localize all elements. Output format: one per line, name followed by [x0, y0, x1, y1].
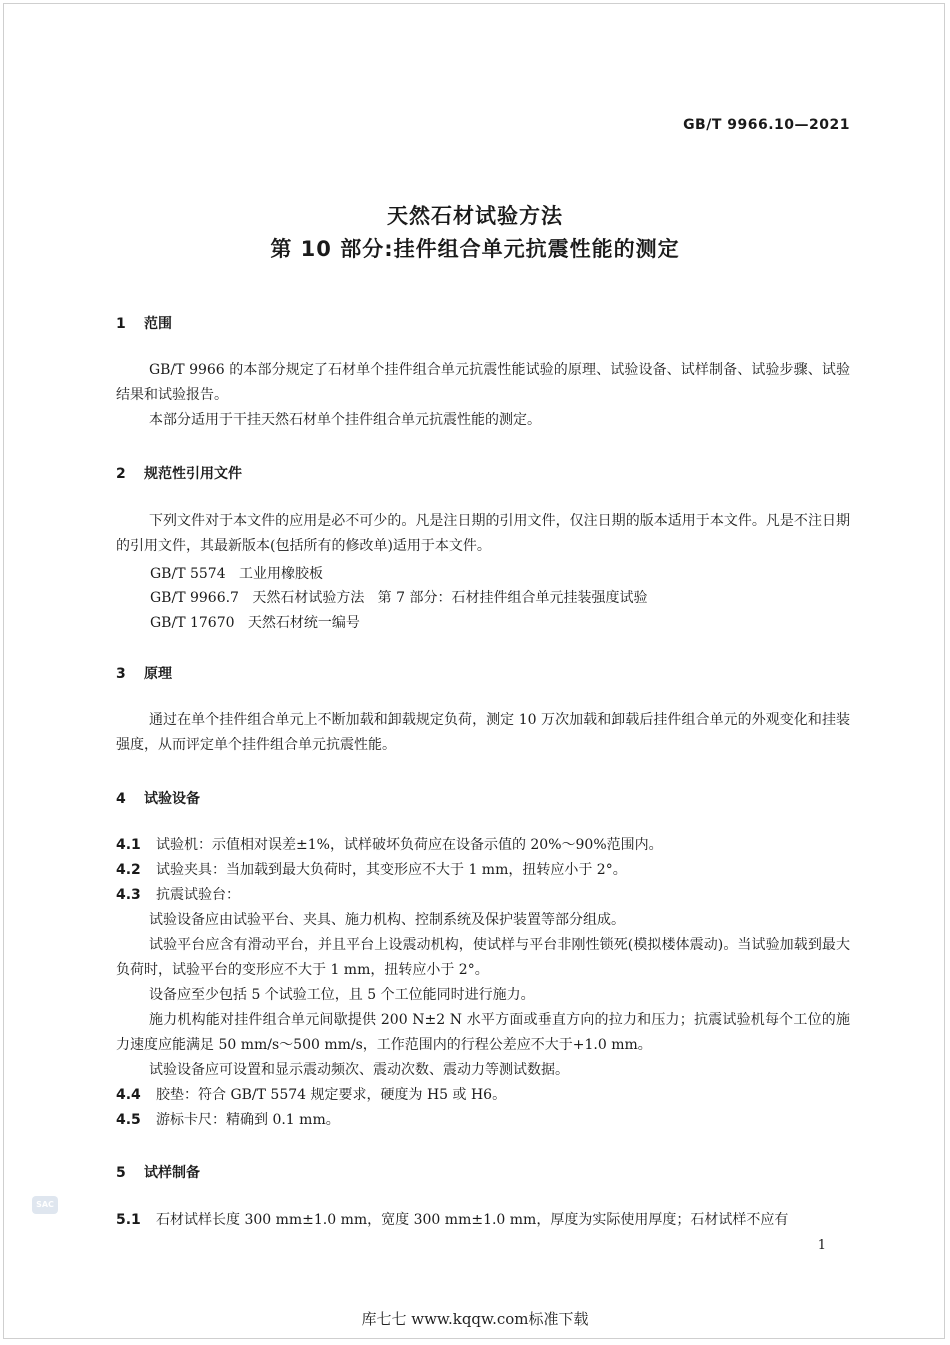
clause-4-3-paragraph-1: 试验设备应由试验平台、夹具、施力机构、控制系统及保护装置等部分组成。	[149, 912, 625, 928]
section-5-heading	[116, 1162, 200, 1182]
section-title: 原理	[144, 666, 172, 682]
clause-text: 试验机：示值相对误差±1%，试样破坏负荷应在设备示值的 20%～90%范围内。	[156, 837, 663, 853]
section-3-heading	[116, 663, 172, 683]
reference-item: GB/T 9966.7 天然石材试验方法 第 7 部分：石材挂件组合单元挂装强度试验	[150, 590, 648, 606]
section-1-paragraph-1: GB/T 9966 的本部分规定了石材单个挂件组合单元抗震性能试验的原理、试验设备、试样制备、试验步骤、试验结果和试验报告。	[116, 362, 850, 403]
section-title: 试验设备	[144, 791, 200, 807]
section-number: 2	[116, 466, 126, 482]
clause-4-3-paragraph-3: 设备应至少包括 5 个试验工位，且 5 个工位能同时进行施力。	[149, 987, 535, 1003]
clause-text: 游标卡尺：精确到 0.1 mm。	[156, 1112, 340, 1128]
clause-4-3-paragraph-5: 试验设备应可设置和显示震动频次、震动次数、震动力等测试数据。	[149, 1062, 569, 1078]
section-1-heading	[116, 313, 172, 333]
section-title: 范围	[144, 316, 172, 332]
section-number: 5	[116, 1165, 126, 1181]
clause-4-2	[116, 858, 850, 883]
clause-text: 抗震试验台：	[156, 887, 240, 903]
clause-4-3-paragraph-2: 试验平台应含有滑动平台，并且平台上设震动机构，使试样与平台非刚性锁死(模拟楼体震动)。当试验加载到最大负荷时，试验平台的变形应不大于 1 mm，扭转应小于 2°。	[116, 937, 850, 978]
section-1-paragraph-2: 本部分适用于干挂天然石材单个挂件组合单元抗震性能的测定。	[149, 412, 541, 428]
footer-link[interactable]: 库七七 www.kqqw.com标准下载	[361, 1310, 589, 1328]
clause-number: 5.1	[116, 1212, 141, 1228]
clause-5-1	[116, 1208, 850, 1233]
clause-4-5	[116, 1108, 850, 1133]
clause-4-3-paragraph-4: 施力机构能对挂件组合单元间歇提供 200 N±2 N 水平方面或垂直方向的拉力和压力；抗震试验机每个工位的施力速度应能满足 50 mm/s～500 mm/s，工作范围内的行程公差应不大于+1.0 mm。	[116, 1012, 850, 1053]
section-2-heading	[116, 463, 242, 483]
section-number: 4	[116, 791, 126, 807]
clause-text: 试验夹具：当加载到最大负荷时，其变形应不大于 1 mm，扭转应小于 2°。	[156, 862, 627, 878]
section-2-paragraph-1: 下列文件对于本文件的应用是必不可少的。凡是注日期的引用文件，仅注日期的版本适用于本文件。凡是不注日期的引用文件，其最新版本(包括所有的修改单)适用于本文件。	[116, 513, 850, 554]
section-title: 规范性引用文件	[144, 466, 242, 482]
clause-number: 4.5	[116, 1112, 141, 1128]
clause-4-3	[116, 883, 850, 908]
standard-code: GB/T 9966.10—2021	[683, 117, 850, 133]
doc-title-line2: 第 10 部分:挂件组合单元抗震性能的测定	[270, 237, 680, 261]
clause-4-1	[116, 833, 850, 858]
page-number: 1	[817, 1238, 826, 1253]
section-number: 1	[116, 316, 126, 332]
reference-item: GB/T 5574 工业用橡胶板	[150, 566, 323, 582]
clause-text: 石材试样长度 300 mm±1.0 mm，宽度 300 mm±1.0 mm，厚度为实际使用厚度；石材试样不应有	[156, 1212, 789, 1228]
doc-title-line1: 天然石材试验方法	[387, 204, 563, 228]
section-number: 3	[116, 666, 126, 682]
section-title: 试样制备	[144, 1165, 200, 1181]
clause-number: 4.2	[116, 862, 141, 878]
clause-number: 4.1	[116, 837, 141, 853]
section-4-heading	[116, 788, 200, 808]
clause-4-4	[116, 1083, 850, 1108]
section-3-paragraph-1: 通过在单个挂件组合单元上不断加载和卸载规定负荷，测定 10 万次加载和卸载后挂件组合单元的外观变化和挂装强度，从而评定单个挂件组合单元抗震性能。	[116, 712, 850, 753]
reference-item: GB/T 17670 天然石材统一编号	[150, 615, 360, 631]
clause-number: 4.4	[116, 1087, 141, 1103]
clause-number: 4.3	[116, 887, 141, 903]
watermark-stamp: SAC	[32, 1196, 58, 1214]
clause-text: 胶垫：符合 GB/T 5574 规定要求，硬度为 H5 或 H6。	[156, 1087, 507, 1103]
